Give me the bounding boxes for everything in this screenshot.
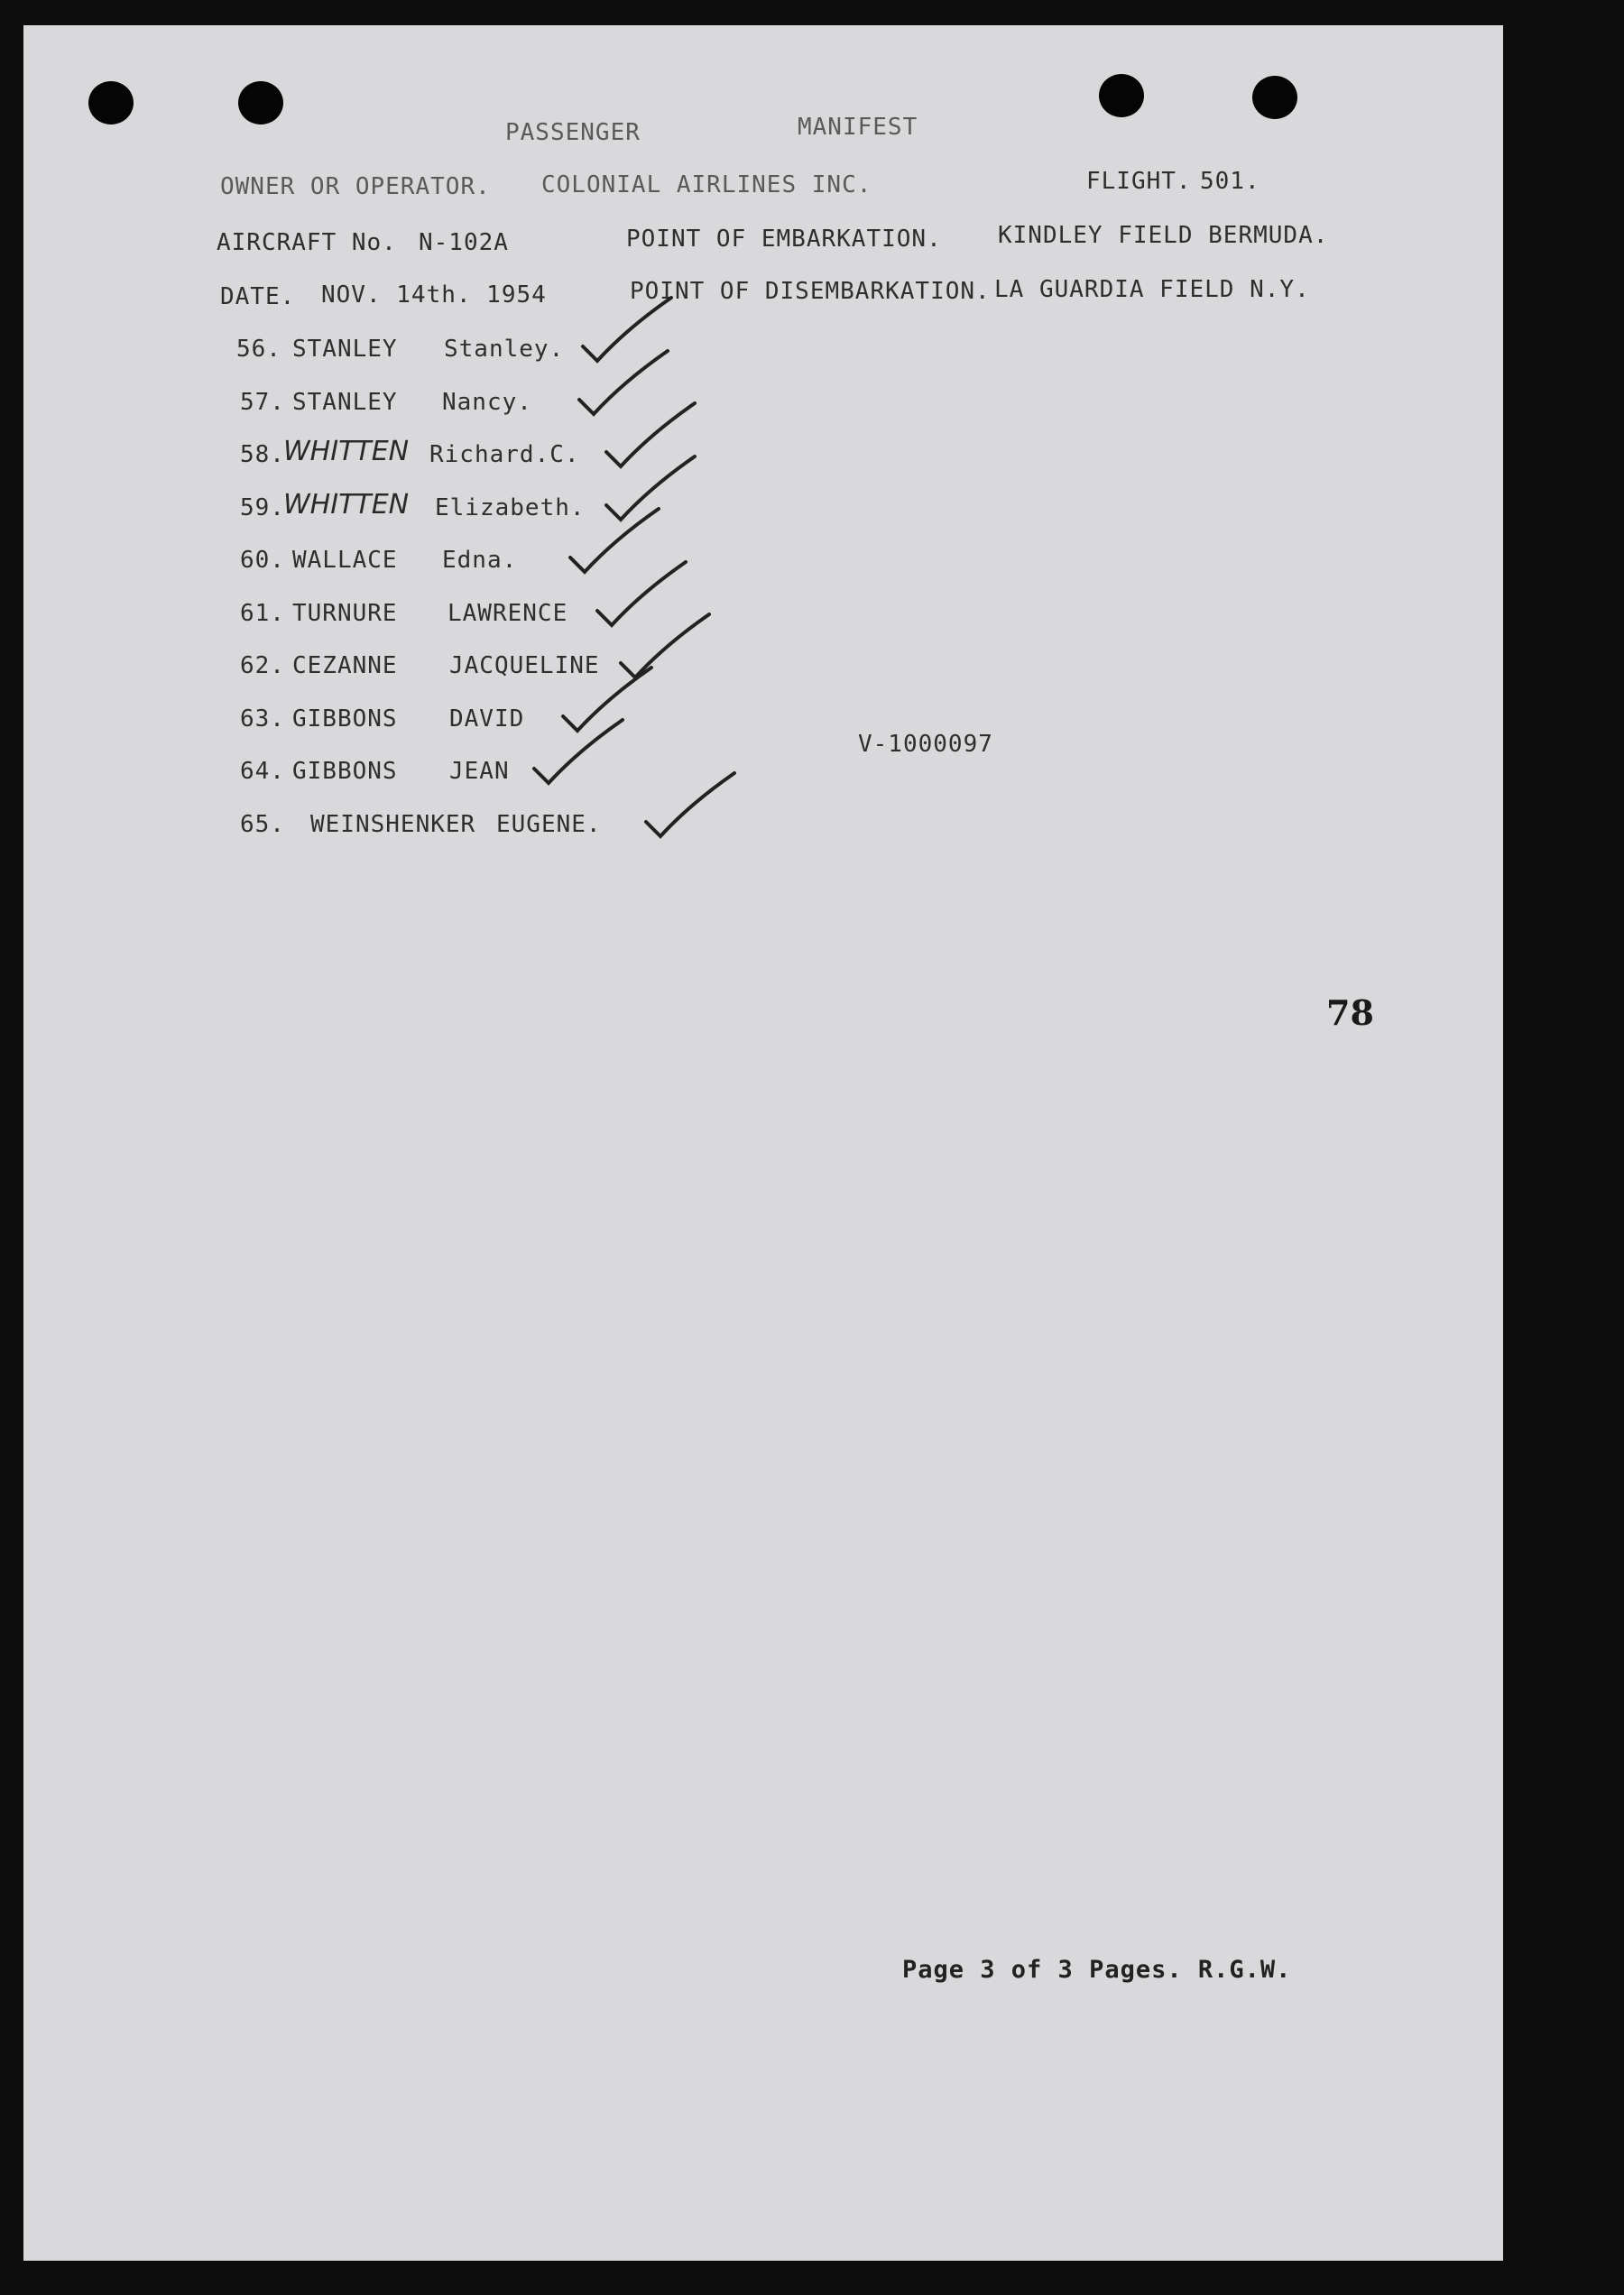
passenger-row	[23, 547, 1467, 592]
passenger-surname: WEINSHENKER	[310, 811, 476, 838]
passenger-row	[23, 758, 1467, 803]
passenger-number: 62.	[240, 652, 285, 679]
passenger-number: 65.	[240, 811, 285, 838]
passenger-row	[23, 652, 1467, 697]
passenger-given-name: Stanley.	[444, 336, 565, 363]
passenger-given-name: JEAN	[449, 758, 510, 785]
passenger-surname: WHITTEN	[283, 489, 410, 521]
passenger-row	[23, 389, 1467, 434]
passenger-row	[23, 600, 1467, 645]
manifest-title-left: PASSENGER	[505, 119, 641, 146]
passenger-surname: WALLACE	[292, 547, 398, 574]
passenger-row	[23, 489, 1467, 539]
passenger-surname: STANLEY	[292, 336, 398, 363]
passenger-row	[23, 336, 1467, 381]
date-label: DATE.	[220, 283, 296, 310]
punch-hole-right-2	[1252, 76, 1297, 119]
passenger-surname: CEZANNE	[292, 652, 398, 679]
passenger-number: 63.	[240, 705, 285, 733]
passenger-given-name: Nancy.	[442, 389, 532, 416]
passenger-surname: GIBBONS	[292, 758, 398, 785]
check-mark-icon	[529, 716, 628, 788]
passenger-given-name: EUGENE.	[496, 811, 602, 838]
voucher-number: V-1000097	[858, 731, 993, 758]
punch-hole-right-1	[1099, 74, 1144, 117]
passenger-number: 56.	[236, 336, 281, 363]
passenger-surname: TURNURE	[292, 600, 398, 627]
passenger-number: 58.	[240, 441, 285, 468]
passenger-number: 57.	[240, 389, 285, 416]
passenger-surname: GIBBONS	[292, 705, 398, 733]
disembarkation-value: LA GUARDIA FIELD N.Y.	[994, 276, 1310, 303]
passenger-number: 59.	[240, 494, 285, 521]
aircraft-value: N-102A	[419, 229, 509, 256]
passenger-given-name: Edna.	[442, 547, 518, 574]
passenger-row	[23, 436, 1467, 486]
flight-label: FLIGHT.	[1086, 168, 1192, 195]
page-number: 78	[1326, 992, 1374, 1033]
disembarkation-label: POINT OF DISEMBARKATION.	[630, 278, 991, 305]
passenger-number: 64.	[240, 758, 285, 785]
check-mark-icon	[641, 770, 740, 842]
passenger-number: 61.	[240, 600, 285, 627]
passenger-row	[23, 705, 1467, 751]
flight-value: 501.	[1200, 168, 1260, 195]
passenger-given-name: LAWRENCE	[448, 600, 568, 627]
manifest-page	[23, 25, 1503, 2261]
passenger-given-name: DAVID	[449, 705, 525, 733]
passenger-given-name: JACQUELINE	[449, 652, 600, 679]
passenger-surname: STANLEY	[292, 389, 398, 416]
aircraft-label: AIRCRAFT No.	[217, 229, 397, 256]
punch-hole-left-1	[88, 81, 134, 124]
passenger-given-name: Richard.C.	[429, 441, 580, 468]
manifest-title-right: MANIFEST	[798, 114, 918, 141]
embarkation-label: POINT OF EMBARKATION.	[626, 226, 942, 253]
page-footer: Page 3 of 3 Pages. R.G.W.	[902, 1956, 1292, 1984]
owner-value: COLONIAL AIRLINES INC.	[541, 171, 872, 198]
passenger-surname: WHITTEN	[283, 436, 410, 467]
owner-label: OWNER OR OPERATOR.	[220, 173, 491, 200]
passenger-given-name: Elizabeth.	[435, 494, 586, 521]
embarkation-value: KINDLEY FIELD BERMUDA.	[998, 222, 1329, 249]
date-value: NOV. 14th. 1954	[321, 281, 547, 309]
passenger-row	[23, 811, 1467, 856]
passenger-number: 60.	[240, 547, 285, 574]
punch-hole-left-2	[238, 81, 283, 124]
